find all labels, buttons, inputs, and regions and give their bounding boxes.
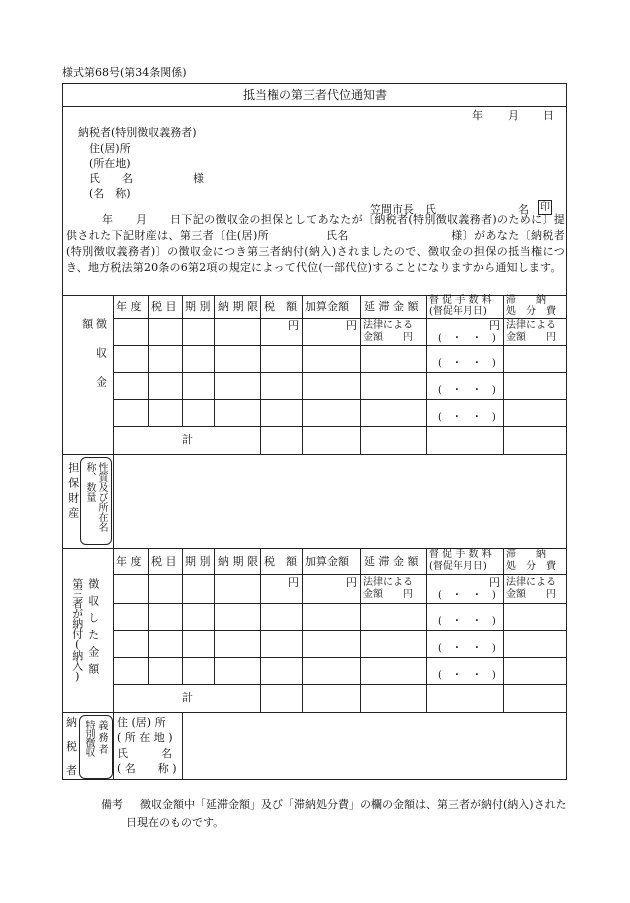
- col-taino-cost: 処 分 費: [506, 306, 556, 317]
- unit-yen-zeigaku: 円: [288, 319, 299, 332]
- col2-nendo: 年 度: [116, 555, 142, 568]
- tokusoku2-date-1: ( ・ ・ ): [438, 590, 496, 601]
- tokusoku2-date-2: ( ・ ・ ): [438, 616, 496, 627]
- taino2-kingaku: 金額 円: [506, 589, 556, 600]
- entai2-kingaku: 金額 円: [363, 589, 413, 600]
- unit-yen-kasan: 円: [346, 319, 357, 332]
- tokusoku2-date-3: ( ・ ・ ): [438, 643, 496, 654]
- addressee-name-label: 氏 名: [89, 172, 133, 185]
- col-zeimoku: 税 目: [151, 300, 177, 313]
- date-day: 日: [543, 109, 554, 122]
- unit-yen-tokusoku: 円: [489, 319, 500, 332]
- total-label-1: 計: [182, 433, 193, 446]
- unit2-yen-zeigaku: 円: [288, 576, 299, 589]
- collateral-label: 担保財産: [66, 462, 80, 522]
- col-nokigen: 納 期 限: [218, 300, 258, 313]
- tokusoku-date-1: ( ・ ・ ): [438, 333, 496, 344]
- payer-name-label: 氏 名: [117, 747, 172, 760]
- addressee-title-label: (名 称): [89, 187, 131, 200]
- entai-kingaku: 金額 円: [363, 332, 413, 343]
- payer-label-c: 者: [66, 764, 77, 777]
- col-kibetsu: 期 別: [185, 300, 211, 313]
- col-taino: 滞 納: [506, 295, 546, 306]
- section1-label: 徴収金額: [80, 318, 108, 405]
- entai-houritsu: 法律による: [363, 320, 413, 331]
- payer-bracket-bottom: 特別徴収: [83, 720, 94, 756]
- unit2-yen-tokusoku: 円: [489, 576, 500, 589]
- total-label-2: 計: [182, 691, 193, 704]
- addressee-location-label: (所在地): [89, 157, 131, 170]
- col-zeigaku: 税 額: [264, 300, 297, 313]
- col2-kasan: 加算金額: [305, 555, 349, 568]
- taino-houritsu: 法律による: [506, 320, 556, 331]
- addressee-heading: 納税者(特別徴収義務者): [78, 126, 197, 139]
- date-month: 月: [508, 109, 519, 122]
- col2-entai: 延 滞 金 額: [364, 555, 419, 568]
- payer-address-label: 住 (居) 所: [117, 716, 166, 729]
- note-line-1: 徴収金額中「延滞金額」及び「滞納処分費」の欄の金額は、第三者が納付(納入)された: [140, 798, 567, 811]
- col-entai: 延 滞 金 額: [364, 300, 419, 313]
- col2-tokusoku-date: (督促年月日): [429, 561, 487, 572]
- unit2-yen-kasan: 円: [346, 576, 357, 589]
- payer-bracket-top: 義務者: [96, 720, 107, 756]
- payer-label-a: 納: [66, 716, 77, 729]
- issuer-name-label: 名: [518, 203, 529, 216]
- tokusoku2-date-4: ( ・ ・ ): [438, 670, 496, 681]
- col-nendo: 年 度: [116, 300, 142, 313]
- col2-zeimoku: 税 目: [151, 555, 177, 568]
- col2-kibetsu: 期 別: [185, 555, 211, 568]
- col2-zeigaku: 税 額: [264, 555, 297, 568]
- tokusoku-date-4: ( ・ ・ ): [438, 412, 496, 423]
- payer-label-b: 税: [66, 740, 77, 753]
- col2-nokigen: 納 期 限: [218, 555, 258, 568]
- col-tokusoku: 督 促 手 数 料: [429, 295, 492, 306]
- col-kasan: 加算金額: [305, 300, 349, 313]
- section2-inner-label: 徴収した金額: [86, 578, 100, 680]
- taino2-houritsu: 法律による: [506, 577, 556, 588]
- taino-kingaku: 金額 円: [506, 332, 556, 343]
- payer-location-label: ( 所 在 地 ): [117, 731, 173, 744]
- col2-taino-cost: 処 分 費: [506, 561, 556, 572]
- section2-outer-label: 第三者が納付(納入): [70, 578, 84, 682]
- tokusoku-date-2: ( ・ ・ ): [438, 358, 496, 369]
- tokusoku-date-3: ( ・ ・ ): [438, 385, 496, 396]
- form-number: 様式第68号(第34条関係): [62, 66, 187, 79]
- note-label: 備考: [101, 798, 123, 811]
- col2-taino: 滞 納: [506, 549, 546, 560]
- col2-tokusoku: 督 促 手 数 料: [429, 549, 492, 560]
- col-tokusoku-date: (督促年月日): [429, 306, 487, 317]
- payer-title-label: ( 名 称 ): [117, 762, 177, 775]
- addressee-address-label: 住(居)所: [89, 142, 131, 155]
- date-year: 年: [472, 109, 483, 122]
- note-line-2: 日現在のものです。: [126, 816, 225, 829]
- addressee-honorific: 様: [193, 172, 204, 185]
- notice-body: 年 月 日下記の徴収金の担保としてあなたが〔納税者(特別徴収義務者)のために〕提供された下記財産は、第三者〔住(居)所 氏名 様〕があなた〔納税者(特別徴収義務者)〕の徴収金につき第三者納付(納入)されましたので、徴収金の担保の抵当権につき、地方税法第20条の6第2項の規定によって代位(一部代位)することになりますから通知します。: [66, 213, 565, 274]
- entai2-houritsu: 法律による: [363, 577, 413, 588]
- collateral-inner: 性質及び所在名称、数量: [84, 462, 107, 532]
- seal-mark: 印: [540, 202, 550, 213]
- form-title: 抵当権の第三者代位通知書: [242, 88, 387, 102]
- issuer-title: 笠間市長 氏: [370, 203, 436, 216]
